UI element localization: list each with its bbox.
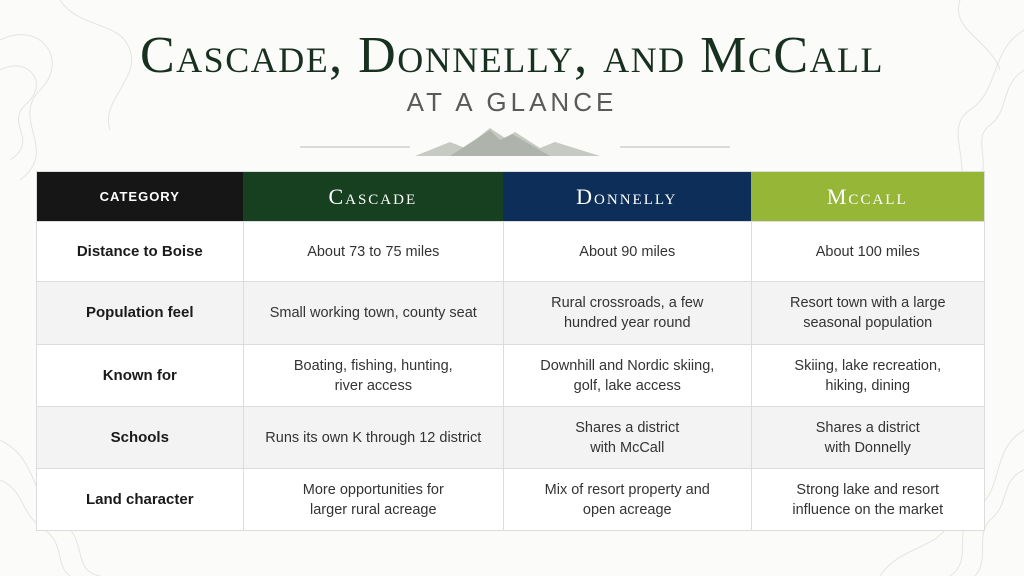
table-row bbox=[37, 344, 984, 406]
table-cell: Downhill and Nordic skiing, golf, lake access bbox=[503, 345, 750, 406]
table-cell: Shares a district with Donnelly bbox=[751, 407, 985, 468]
header-donnelly: Donnelly bbox=[503, 172, 750, 221]
mountain-divider-icon bbox=[300, 120, 730, 160]
page-title: Cascade, Donnelly, and McCall bbox=[139, 27, 885, 84]
table-cell: More opportunities for larger rural acreage bbox=[243, 469, 503, 530]
row-label: Distance to Boise bbox=[76, 242, 203, 260]
table-cell: Shares a district with McCall bbox=[503, 407, 750, 468]
comparison-table bbox=[36, 171, 985, 531]
table-cell: About 100 miles bbox=[751, 222, 985, 281]
header-cascade: Cascade bbox=[243, 172, 503, 221]
row-label: Population feel bbox=[37, 282, 243, 344]
table-cell: Boating, fishing, hunting, river access bbox=[243, 345, 503, 406]
table-cell: About 90 miles bbox=[503, 222, 750, 281]
row-label: Land character bbox=[86, 490, 194, 508]
table-cell: Rural crossroads, a few hundred year round bbox=[503, 282, 750, 344]
table-cell: About 73 to 75 miles bbox=[243, 222, 503, 281]
table-header-row bbox=[37, 172, 984, 221]
table-cell: Skiing, lake recreation, hiking, dining bbox=[751, 345, 985, 406]
table-row bbox=[37, 281, 984, 344]
row-label: Schools bbox=[37, 407, 243, 468]
row-label: Known for bbox=[102, 366, 177, 384]
table-cell: Runs its own K through 12 district bbox=[243, 407, 503, 468]
table-row bbox=[37, 221, 984, 281]
table-cell: Resort town with a large seasonal population bbox=[751, 282, 985, 344]
header-category: CATEGORY bbox=[37, 172, 243, 221]
table-cell: Mix of resort property and open acreage bbox=[503, 469, 750, 530]
page-subtitle: AT A GLANCE bbox=[406, 87, 618, 117]
table-cell: Small working town, county seat bbox=[243, 282, 503, 344]
table-cell: Strong lake and resort influence on the market bbox=[751, 469, 985, 530]
table-row bbox=[37, 406, 984, 468]
header-mccall: Mccall bbox=[751, 172, 985, 221]
table-row bbox=[37, 468, 984, 530]
